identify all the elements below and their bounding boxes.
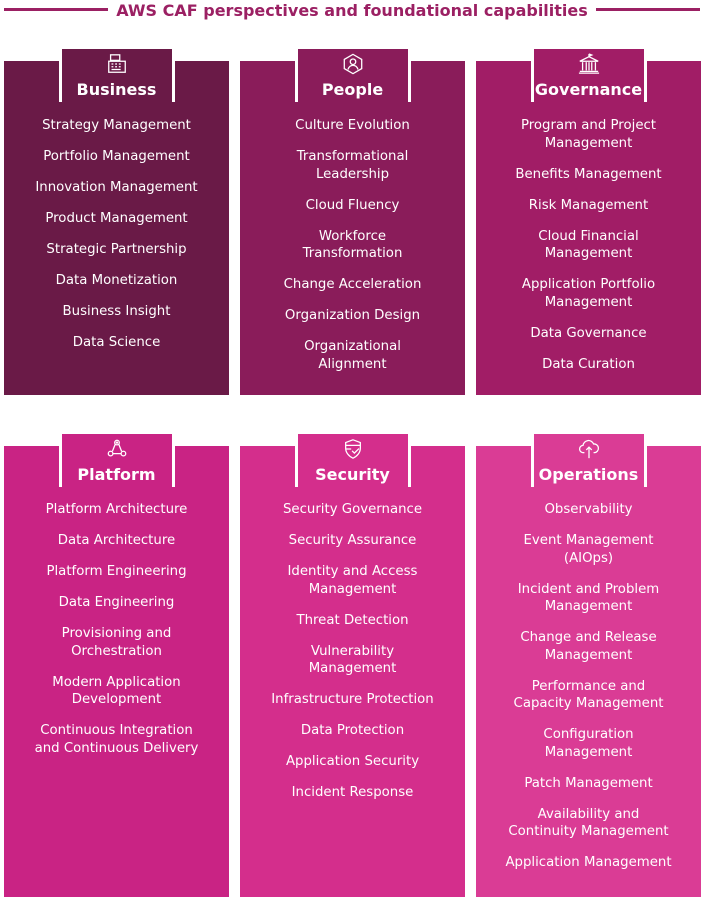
perspective-panel-business — [4, 61, 229, 395]
capability-item: Infrastructure Protection — [271, 692, 434, 707]
capability-item: Workforce Transformation — [302, 228, 403, 261]
capability-item: Security Governance — [282, 502, 423, 517]
capability-item: Identity and Access Management — [287, 564, 418, 597]
perspective-panel-security — [240, 446, 465, 897]
capability-item: Cloud Fluency — [305, 197, 400, 213]
capability-item: Organizational Alignment — [304, 339, 401, 372]
capability-item: Application Management — [505, 855, 672, 870]
capability-item: Modern Application Development — [52, 674, 181, 707]
capability-item: Data Engineering — [58, 595, 175, 610]
capability-list — [240, 501, 465, 815]
perspective-tab-people — [295, 46, 411, 102]
capability-item: Data Governance — [530, 325, 647, 341]
capability-item: Portfolio Management — [43, 149, 190, 164]
perspective-title: Platform — [77, 465, 156, 484]
capability-item: Security Assurance — [288, 533, 417, 548]
capability-item: Provisioning and Orchestration — [61, 626, 172, 659]
connected-gears-icon — [106, 438, 128, 460]
page-title-text: AWS CAF perspectives and foundational capabilities — [108, 1, 596, 20]
capability-item: Availability and Continuity Management — [508, 806, 669, 839]
capability-item: Data Monetization — [55, 273, 178, 288]
capability-item: Innovation Management — [35, 180, 198, 195]
capability-item: Strategy Management — [42, 118, 191, 133]
perspective-panel-people — [240, 61, 465, 395]
capability-item: Product Management — [45, 211, 188, 226]
government-building-icon — [578, 53, 600, 75]
capability-item: Observability — [544, 502, 633, 517]
perspective-title: Governance — [534, 80, 643, 99]
cloud-upload-icon — [578, 438, 600, 460]
capability-item: Benefits Management — [515, 166, 662, 182]
page-title — [0, 0, 704, 22]
capability-item: Cloud Financial Management — [538, 228, 639, 261]
perspective-tab-business — [59, 46, 175, 102]
capability-item: Data Architecture — [57, 533, 176, 548]
capability-item: Change Acceleration — [283, 277, 422, 292]
perspective-panel-governance — [476, 61, 701, 395]
capability-item: Configuration Management — [543, 727, 634, 760]
perspective-tab-platform — [59, 431, 175, 487]
title-rule-right — [584, 8, 700, 11]
capability-item: Continuous Integration and Continuous Delivery — [34, 723, 199, 756]
capability-item: Incident and Problem Management — [517, 581, 660, 614]
capability-item: Application Portfolio Management — [521, 277, 656, 310]
capability-item: Data Curation — [542, 356, 635, 372]
capability-item: Data Protection — [300, 723, 405, 738]
perspective-title: Business — [76, 80, 157, 99]
perspective-panel-platform — [4, 446, 229, 897]
capability-item: Culture Evolution — [295, 118, 410, 133]
capability-item: Strategic Partnership — [46, 242, 187, 257]
capability-item: Data Science — [72, 335, 161, 350]
perspective-title: Security — [315, 465, 390, 484]
capability-item: Vulnerability Management — [308, 643, 397, 676]
capability-item: Event Management (AIOps) — [523, 533, 654, 566]
capability-list — [4, 117, 229, 365]
capability-item: Application Security — [285, 754, 420, 769]
capability-item: Risk Management — [528, 197, 649, 213]
perspective-tab-governance — [531, 46, 647, 102]
capability-item: Organization Design — [284, 308, 421, 323]
capability-list — [4, 501, 229, 771]
capability-item: Transformational Leadership — [296, 149, 409, 182]
capability-item: Performance and Capacity Management — [513, 678, 664, 711]
capability-item: Threat Detection — [296, 612, 409, 628]
capability-item: Platform Engineering — [46, 564, 187, 579]
capability-list — [476, 501, 701, 885]
person-hexagon-icon — [342, 53, 364, 75]
capability-item: Business Insight — [62, 304, 171, 319]
perspective-tab-security — [295, 431, 411, 487]
capability-item: Program and Project Management — [520, 118, 657, 151]
capability-item: Incident Response — [291, 785, 414, 800]
capability-list — [240, 117, 465, 387]
perspective-title: People — [321, 80, 384, 99]
capability-item: Patch Management — [524, 775, 653, 791]
capability-item: Change and Release Management — [520, 630, 657, 663]
shield-check-icon — [342, 438, 364, 460]
perspective-tab-operations — [531, 431, 647, 487]
perspective-title: Operations — [538, 465, 639, 484]
cash-register-icon — [106, 53, 128, 75]
capability-list — [476, 117, 701, 387]
capability-item: Platform Architecture — [45, 502, 188, 517]
perspective-panel-operations — [476, 446, 701, 897]
title-rule-left — [4, 8, 118, 11]
